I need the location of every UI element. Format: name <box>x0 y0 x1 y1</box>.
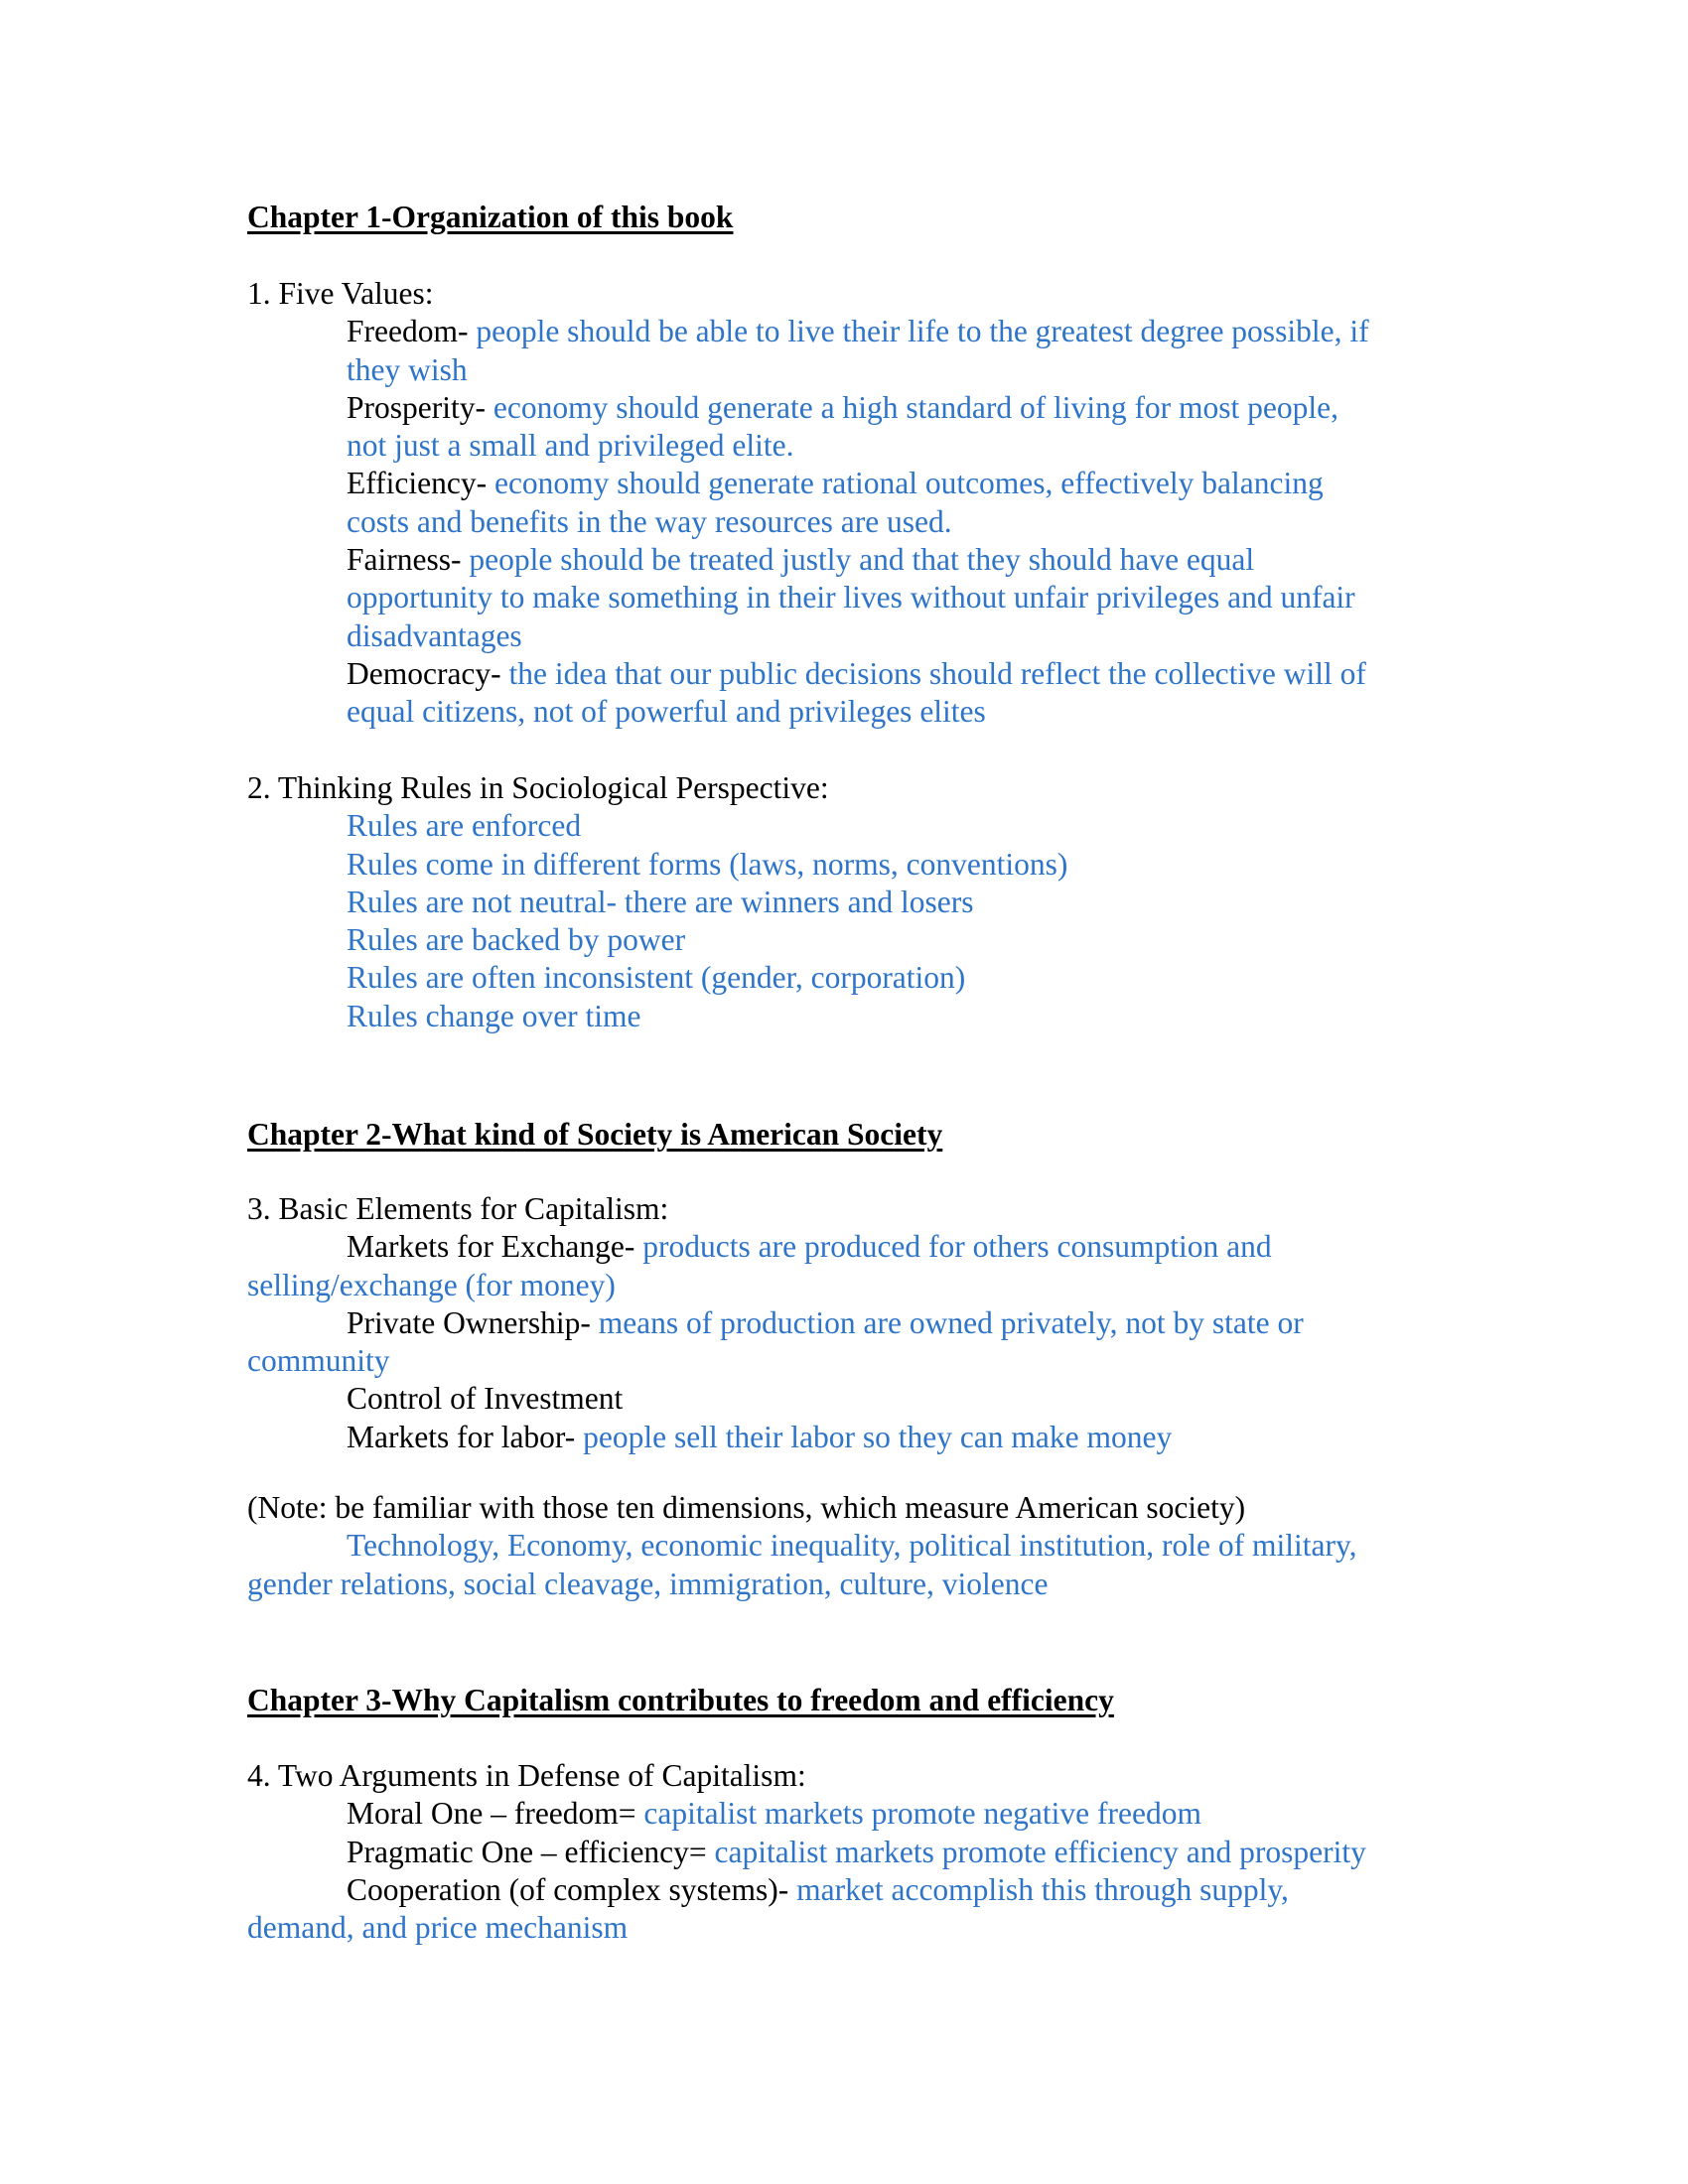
markets-exchange-term: Markets for Exchange- <box>347 1229 635 1265</box>
thinking-rules-heading: 2. Thinking Rules in Sociological Perspective: <box>247 770 829 805</box>
five-values-heading: 1. Five Values: <box>247 276 434 311</box>
private-ownership-line <box>247 1304 1469 1342</box>
fairness-term: Fairness- <box>347 542 462 578</box>
democracy-line <box>247 655 1469 693</box>
rule-item: Rules come in different forms (laws, norms, conventions) <box>347 846 1068 882</box>
dimensions-list-cont: gender relations, social cleavage, immigration, culture, violence <box>247 1566 1049 1601</box>
democracy-definition-cont: equal citizens, not of powerful and privileges elites <box>347 694 986 730</box>
note-section <box>247 1489 1469 1603</box>
capitalism-elements-section <box>247 1190 1469 1456</box>
fairness-definition-cont-2: disadvantages <box>347 617 522 653</box>
prosperity-definition: economy should generate a high standard of living for most people, <box>492 389 1339 425</box>
efficiency-definition: economy should generate rational outcomes, effectively balancing <box>493 466 1324 501</box>
rule-item: Rules are backed by power <box>347 922 686 958</box>
fairness-definition-cont: opportunity to make something in their lives without unfair privileges and unfair <box>347 580 1355 615</box>
control-investment-line: Control of Investment <box>347 1381 624 1417</box>
moral-line <box>247 1795 1469 1833</box>
defense-arguments-heading: 4. Two Arguments in Defense of Capitalism: <box>247 1758 806 1793</box>
fairness-line <box>247 541 1469 579</box>
capitalism-elements-heading: 3. Basic Elements for Capitalism: <box>247 1191 669 1226</box>
democracy-term: Democracy- <box>347 655 501 691</box>
markets-exchange-definition-cont: selling/exchange (for money) <box>247 1267 616 1302</box>
rule-item: Rules change over time <box>347 998 641 1033</box>
thinking-rules-section <box>247 769 1469 1035</box>
freedom-definition: people should be able to live their life to the greatest degree possible, if <box>476 314 1369 349</box>
prosperity-term: Prosperity- <box>347 389 486 425</box>
rule-item: Rules are not neutral- there are winners and losers <box>347 884 974 919</box>
efficiency-line <box>247 465 1469 502</box>
note-text: (Note: be familiar with those ten dimensions, which measure American society) <box>247 1490 1246 1525</box>
private-ownership-definition: means of production are owned privately, not by state or <box>598 1304 1304 1340</box>
efficiency-term: Efficiency- <box>347 466 488 501</box>
pragmatic-definition: capitalist markets promote efficiency and prosperity <box>714 1834 1366 1869</box>
pragmatic-line <box>247 1834 1469 1871</box>
cooperation-definition: market accomplish this through supply, <box>796 1871 1289 1907</box>
markets-exchange-definition: products are produced for others consumption and <box>642 1229 1272 1265</box>
moral-definition: capitalist markets promote negative freedom <box>643 1796 1201 1832</box>
cooperation-line <box>247 1871 1469 1909</box>
freedom-term: Freedom- <box>347 314 469 349</box>
rule-item: Rules are often inconsistent (gender, corporation) <box>347 960 966 996</box>
five-values-section <box>247 275 1469 732</box>
cooperation-definition-cont: demand, and price mechanism <box>247 1910 629 1946</box>
markets-labor-line <box>247 1419 1469 1456</box>
cooperation-term: Cooperation (of complex systems)- <box>347 1871 789 1907</box>
prosperity-line <box>247 389 1469 427</box>
efficiency-definition-cont: costs and benefits in the way resources are used. <box>347 503 952 539</box>
chapter-3-title: Chapter 3-Why Capitalism contributes to freedom and efficiency <box>247 1683 1114 1717</box>
rule-item: Rules are enforced <box>347 808 582 844</box>
moral-term: Moral One – freedom= <box>347 1796 636 1832</box>
markets-labor-definition: people sell their labor so they can make money <box>583 1419 1173 1454</box>
democracy-definition: the idea that our public decisions should reflect the collective will of <box>508 655 1366 691</box>
pragmatic-term: Pragmatic One – efficiency= <box>347 1834 707 1869</box>
defense-arguments-section <box>247 1757 1469 1947</box>
chapter-2-title: Chapter 2-What kind of Society is American Society <box>247 1117 943 1152</box>
markets-exchange-line <box>247 1228 1469 1266</box>
private-ownership-term: Private Ownership- <box>347 1304 591 1340</box>
prosperity-definition-cont: not just a small and privileged elite. <box>347 428 794 464</box>
freedom-line <box>247 313 1469 350</box>
chapter-1-title: Chapter 1-Organization of this book <box>247 200 734 234</box>
freedom-definition-cont: they wish <box>347 351 468 387</box>
dimensions-list: Technology, Economy, economic inequality, political institution, role of military, <box>347 1528 1357 1564</box>
fairness-definition: people should be treated justly and that they should have equal <box>469 542 1255 578</box>
markets-labor-term: Markets for labor- <box>347 1419 576 1454</box>
private-ownership-definition-cont: community <box>247 1343 390 1379</box>
